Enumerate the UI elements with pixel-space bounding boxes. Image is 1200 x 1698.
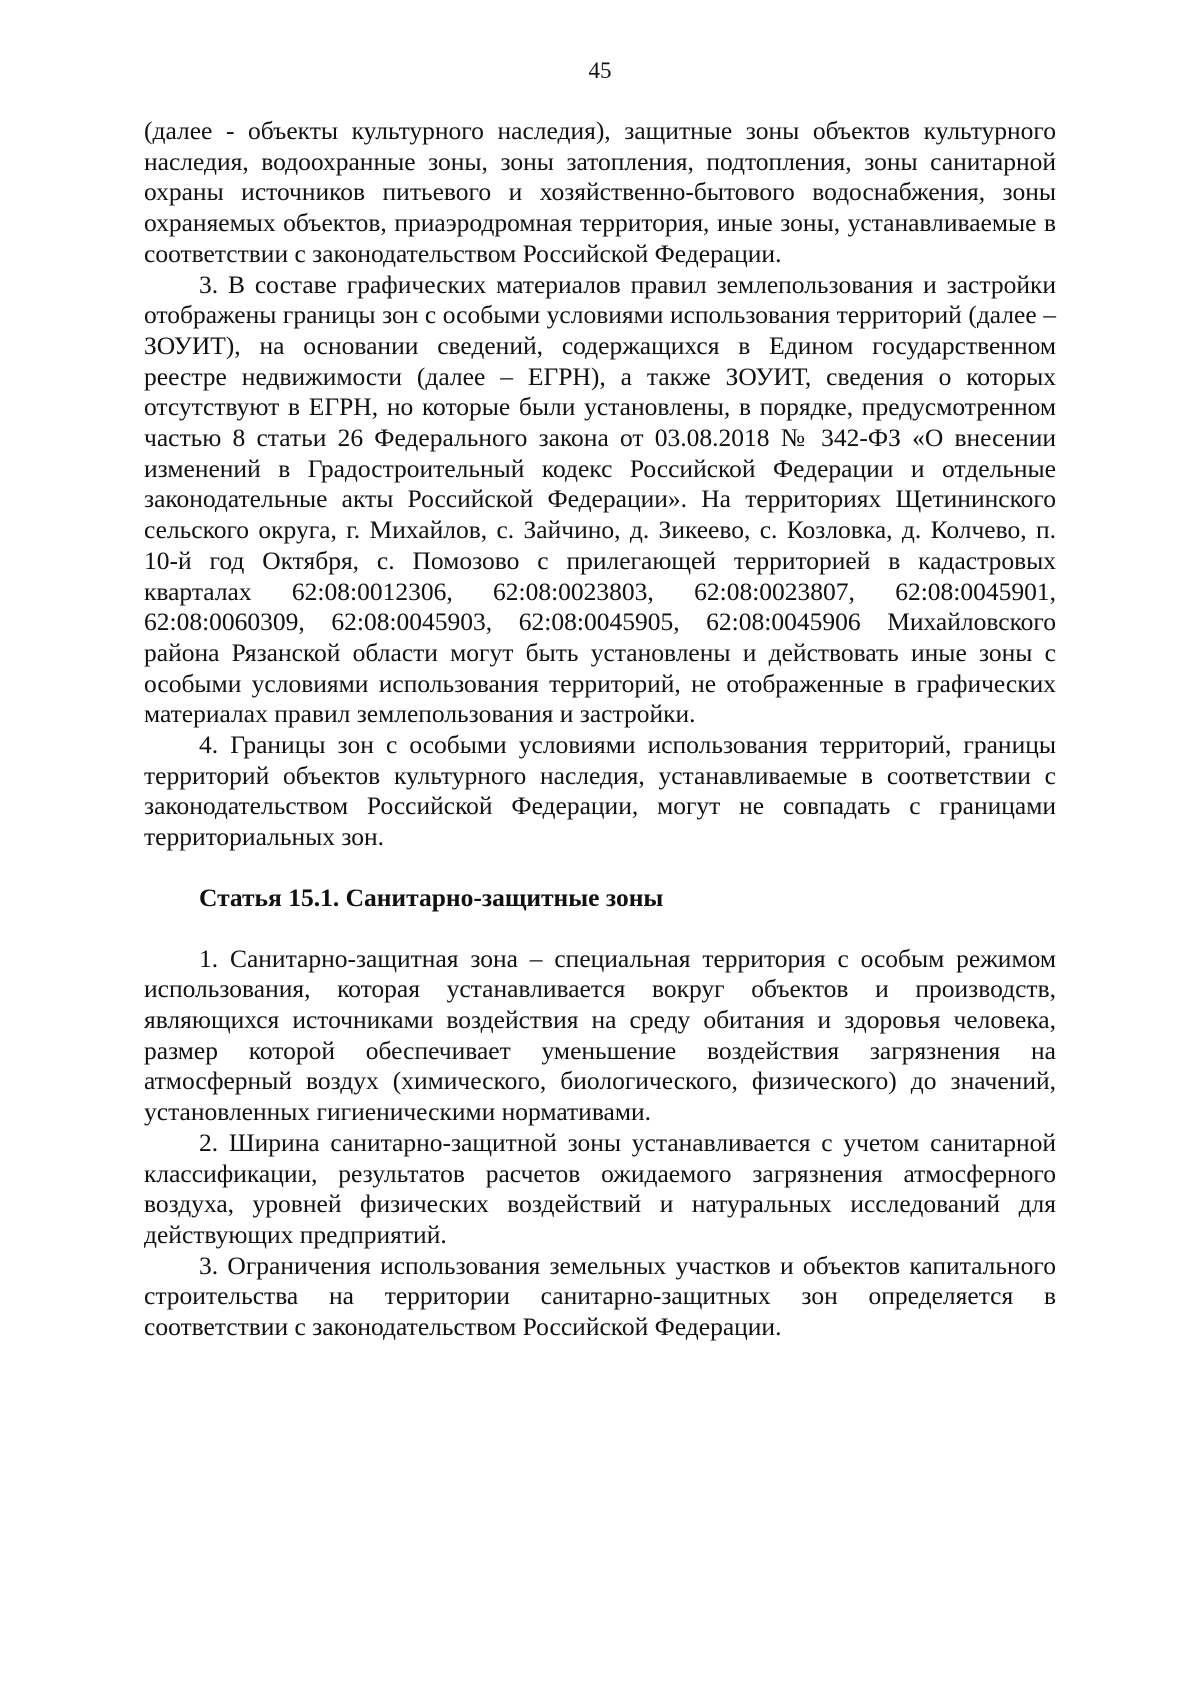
paragraph-continuation: (далее - объекты культурного наследия), защитные зоны объектов культурного наследия, водоохранные зоны, зоны затопления, подтопления, зоны санитарной охраны источников питьевого и хозяйственно-бытового водоснабжения, зоны охраняемых объектов, приаэродромная территория, иные зоны, устанавливаемые в соответствии с законодательством Российской Федерации. (144, 116, 1056, 268)
article-paragraph-1: 1. Санитарно-защитная зона – специальная территория с особым режимом использования, которая устанавливается вокруг объектов и производств, являющихся источниками воздействия на среду обитания и здоровья человека, размер которой обеспечивает уменьшение воздействия загрязнения на атмосферный воздух (химического, биологического, физического) до значений, установленных гигиеническими нормативами. (144, 943, 1056, 1127)
article-heading: Статья 15.1. Санитарно-защитные зоны (199, 882, 664, 912)
page-number: 45 (588, 58, 612, 83)
paragraph-item-3: 3. В составе графических материалов правил землепользования и застройки отображены границы зон с особыми условиями использования территорий (далее – ЗОУИТ), на основании сведений, содержащихся в Едином государственном реестре недвижимости (далее – ЕГРН), а также ЗОУИТ, сведения о которых отсутствуют в ЕГРН, но которые были установлены, в порядке, предусмотренном частью 8 статьи 26 Федерального закона от 03.08.2018 № 342-ФЗ «О внесении изменений в Градостроительный кодекс Российской Федерации и отдельные законодательные акты Российской Федерации». На территориях Щетининского сельского округа, г. Михайлов, с. Зайчино, д. Зикеево, с. Козловка, д. Колчево, п. 10-й год Октября, с. Помозово с прилегающей территорией в кадастровых кварталах 62:08:0012306, 62:08:0023803, 62:08:0023807, 62:08:0045901, 62:08:0060309, 62:08:0045903, 62:08:0045905, 62:08:0045906 Михайловского района Рязанской области могут быть установлены и действовать иные зоны с особыми условиями использования территорий, не отображенные в графических материалах правил землепользования и застройки. (144, 269, 1056, 729)
article-paragraph-3: 3. Ограничения использования земельных участков и объектов капитального строительства на территории санитарно-защитных зон определяется в соответствии с законодательством Российской Федерации. (144, 1250, 1056, 1342)
article-paragraph-2: 2. Ширина санитарно-защитной зоны устанавливается с учетом санитарной классификации, результатов расчетов ожидаемого загрязнения атмосферного воздуха, уровней физических воздействий и натуральных исследований для действующих предприятий. (144, 1127, 1056, 1249)
document-body (144, 116, 1056, 1343)
paragraph-item-4: 4. Границы зон с особыми условиями использования территорий, границы территорий объектов культурного наследия, устанавливаемые в соответствии с законодательством Российской Федерации, могут не совпадать с границами территориальных зон. (144, 730, 1056, 852)
